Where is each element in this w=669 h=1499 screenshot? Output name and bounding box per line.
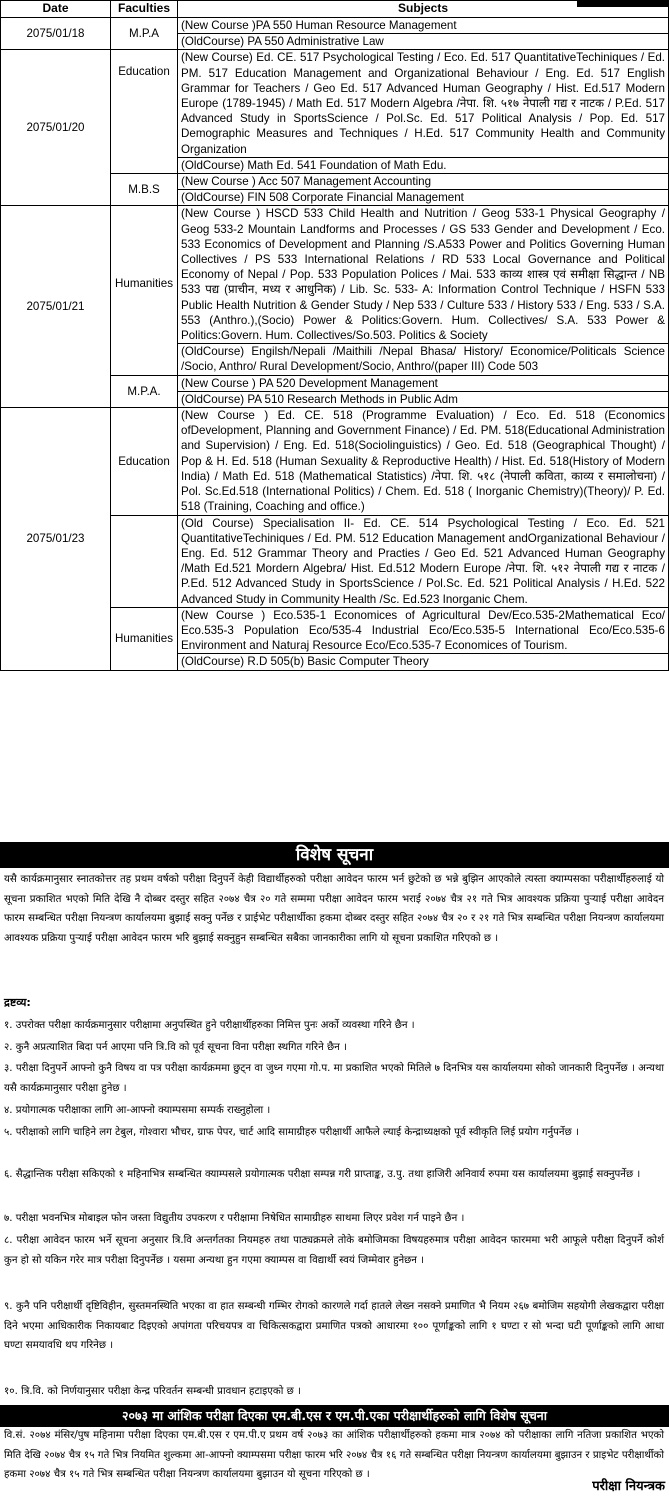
note-item: ७. परीक्षा भवनभित्र मोबाइल फोन जस्ता विद्युतीय उपकरण र परीक्षामा निषेधित सामाग्रीहरु साथमा लिएर प्रवेश गर्न पाइने छैन । <box>4 1213 465 1224</box>
table-header-row <box>1 1 669 18</box>
faculty-cell: Education <box>111 50 178 174</box>
subject-cell: (Old Course) Specialisation II- Ed. CE. 514 Psychological Testing / Eco. Ed. 521 QuantitativeTechiniques / Ed. PM. 512 Education Management andOrganizational Behaviour / Eng. Ed. 512 Grammar Theory and Practies / Geo Ed. 521 Advanced Human Geography /Math Ed.521 Mordern Algebra/ Hist. Ed.512 Modern Europe /नेपा. शि. ५१२ नेपाली गद्य र नाटक / P.Ed. 512 Advanced Study in SportsScience / Pol.Sc. Ed. 521 Political Analysis / H.Ed. 522 Advanced Study in Community Health /Sc. Ed.523 Inorganic Chem. <box>178 515 669 607</box>
partial-notice-title: २०७३ मा आंशिक परीक्षा दिएका एम.बी.एस र एम.पी.एका परीक्षार्थीहरुको लागि विशेष सूचना <box>0 1405 669 1427</box>
table-row <box>1 206 669 344</box>
faculty-cell-empty <box>111 515 178 607</box>
note-item: १. उपरोक्त परीक्षा कार्यक्रमानुसार परीक्षामा अनुपस्थित हुने परीक्षार्थीहरुका निमित्त पुनः अर्को व्यवस्था गरिने छैन । <box>4 1020 415 1031</box>
date-cell: 2075/01/20 <box>1 50 111 206</box>
faculty-cell: Humanities <box>111 206 178 375</box>
special-notice-title: विशेष सूचना <box>0 842 669 868</box>
table-row <box>1 18 669 34</box>
subject-cell: (New Course ) Eco.535-1 Economices of Agricultural Dev/Eco.535-2Mathematical Eco/ Eco.535-3 Population Eco/535-4 Industrial Eco/Eco.535-5 International Eco/Eco.535-6 Environment and Naturaj Resource Eco/Eco.535-7 Economices of Tourism. <box>178 607 669 654</box>
note-item: १०. त्रि.वि. को निर्णयानुसार परीक्षा केन्द्र परिवर्तन सम्बन्धी प्रावधान हटाइएको छ । <box>4 1386 301 1397</box>
subject-cell: (OldCourse) Math Ed. 541 Foundation of Math Edu. <box>178 157 669 173</box>
note-item: ८. परीक्षा आवेदन फारम भर्ने सूचना अनुसार त्रि.वि अन्तर्गतका नियमहरु तथा पाठ्यक्रमले तोके बमोजिमका विषयहरुमात्र परीक्षा आवेदन फारममा भरी आफूले परीक्षा दिनुपर्ने कोर्श कुन हो सो यकिन गरेर मात्र परीक्षा दिनुपर्नेछ । यसमा अन्यथा हुन गएमा क्याम्पस वा विद्यार्थी स्वयं जिम्मेवार हुनेछन । <box>4 1235 664 1266</box>
note-item: ५. परीक्षाको लागि चाहिने लग टेबुल, गोश्वारा भौचर, ग्राफ पेपर, चार्ट आदि सामाग्रीहरु परीक्षार्थी आफैले ल्याई केन्द्राध्यक्षको पूर्व स्वीकृति लिई प्रयोग गर्नुपर्नेछ । <box>4 1127 579 1138</box>
note-item: २. कुनै अप्रत्याशित बिदा पर्न आएमा पनि त्रि.वि को पूर्व सूचना विना परीक्षा स्थगित गरिने छैन । <box>4 1042 347 1053</box>
table-row <box>1 408 669 515</box>
subject-cell: (OldCourse) FIN 508 Corporate Financial Management <box>178 190 669 206</box>
table-row <box>1 50 669 157</box>
subject-cell: (New Course )PA 550 Human Resource Management <box>178 18 669 34</box>
date-cell: 2075/01/18 <box>1 18 111 50</box>
subject-cell: (OldCourse) R.D 505(b) Basic Computer Theory <box>178 654 669 670</box>
special-notice-paragraph: यसै कार्यक्रमानुसार स्नातकोत्तर तह प्रथम वर्षको परीक्षा दिनुपर्ने केही विद्यार्थीहरुको परीक्षा आवेदन फारम भर्न छुटेको छ भन्ने बुझिन आएकोले त्यस्ता क्याम्पसका परीक्षार्थीहरुलाई यो सूचना प्रकाशित भएको मिति देखि नै दोब्बर दस्तुर सहित २०७४ चैत्र २० गते सम्ममा परीक्षा आवेदन फारम भराई २०७४ चैत्र २१ गते भित्र आवश्यक प्रक्रिया पुऱ्याई परीक्षा आवेदन फारम सम्बन्धित परीक्षा नियन्त्रण कार्यालयमा बुझाई सक्नु पर्नेछ र प्राईभेट परीक्षार्थीका हकमा दोब्बर दस्तुर सहित २०७४ चैत्र २० र २१ गते भित्र सम्बन्धित परीक्षा नियन्त्रण कार्यालयमा आवश्यक प्रक्रिया पुऱ्याई परीक्षा आवेदन फारम भरि बुझाई सक्नुहुन सम्बन्धित सबैका जानकारीका लागि यो सूचना प्रकाशित गरिएको छ । <box>4 874 664 944</box>
header-faculties: Faculties <box>111 1 178 18</box>
subject-cell: (OldCourse) PA 510 Research Methods in Public Adm <box>178 391 669 407</box>
signature-exam-controller: परीक्षा नियन्त्रक <box>592 1479 665 1494</box>
subject-cell: (New Course ) Ed. CE. 518 (Programme Evaluation) / Eco. Ed. 518 (Economics ofDevelopment, Planning and Government Finance) / Ed. PM. 518(Educational Administration and Supervision) / Eng. Ed. 518(Sociolinguistics) / Geo. Ed. 518 (Geographical Thought) / Pop & H. Ed. 518 (Human Sexuality & Reproductive Health) / Hist. Ed. 518(History of Modern India) / Math Ed. 518 (Mathematical Statistics) /नेपा. शि. ५१८ (नेपाली कविता, काव्य र समालोचना) / Pol. Sc.Ed.518 (International Politics) / Chem. Ed. 518 ( Inorganic Chemistry)(Theory)/ P. Ed. 518 (Training, Coaching and office.) <box>178 408 669 515</box>
faculty-cell: M.P.A <box>111 18 178 50</box>
subject-cell: (New Course ) HSCD 533 Child Health and Nutrition / Geog 533-1 Physical Geography / Geog 533-2 Mountain Landforms and Processes / GS 533 Gender and Development / Eco. 533 Economics of Development and Planning /S.A533 Power and Politics Governing Human Collectives / PS 533 International Relations / RD 533 Local Governance and Political Economy of Nepal / Pop. 533 Population Polices / Mai. 533 काव्य शास्त्र एवं समीक्षा सिद्धान्त / NB 533 पद्य (प्राचीन, मध्य र आधुनिक) / Lib. Sc. 533- A: Information Control Technique / HSFN 533 Public Health Nutrition & Gender Study / Nep 533 / Culture 533 / History 533 / Eng. 533 / S.A. 553 (Anthro.),(Socio) Power & Politics:Govern. Hum. Collectives/ S.A. 533 Power & Politics:Govern. Hum. Collectives/So.503. Politics & Society <box>178 206 669 344</box>
header-subjects: Subjects <box>178 1 669 18</box>
subject-cell: (New Course ) PA 520 Development Management <box>178 375 669 391</box>
faculty-cell: M.B.S <box>111 174 178 206</box>
note-item: ९. कुनै पनि परीक्षार्थी दृष्टिविहीन, सुस्तमनस्थिति भएका वा हात सम्बन्धी गम्भिर रोगको कारणले गर्दा हातले लेख्न नसक्ने प्रमाणित भै नियम २६७ बमोजिम सहयोगी लेखकद्वारा परीक्षा दिने भएमा आधिकारीक निकायबाट दिइएको अपांगता परिचयपत्र वा चिकित्सकद्वारा प्रमाणित पत्रको आधारमा १०० पूर्णाङ्कको लागि १ घण्टा र सो भन्दा घटी पूर्णाङ्कको लागि आधा घण्टा समयावधि थप गरिनेछ । <box>4 1301 664 1351</box>
notes-heading: द्रष्टव्य: <box>4 996 31 1009</box>
date-cell: 2075/01/21 <box>1 206 111 408</box>
subject-cell: (OldCourse) PA 550 Administrative Law <box>178 34 669 50</box>
subject-cell: (New Course) Ed. CE. 517 Psychological Testing / Eco. Ed. 517 QuantitativeTechiniques / Ed. PM. 517 Education Management and Organizational Behaviour / Eng. Ed. 517 English Grammar for Teachers / Geo Ed. 517 Advanced Human Geography / Hist. Ed.517 Modern Europe (1789-1945) / Math Ed. 517 Modern Algebra /नेपा. शि. ५१७ नेपाली गद्य र नाटक / P.Ed. 517 Advanced Study in SportsScience / Pol.Sc. Ed. 517 Political Analysis / Pop. Ed. 517 Demographic Measures and Techniques / H.Ed. 517 Community Health and Community Organization <box>178 50 669 157</box>
subject-cell: (New Course ) Acc 507 Management Accounting <box>178 174 669 190</box>
note-item: ४. प्रयोगात्मक परीक्षाका लागि आ-आफ्नो क्याम्पसमा सम्पर्क राख्नुहोला । <box>4 1105 271 1116</box>
subject-cell: (OldCourse) Engilsh/Nepali /Maithili /Nepal Bhasa/ History/ Economice/Politicals Science /Socio, Anthro/ Rural Development/Socio, Anthro/(paper III) Code 503 <box>178 344 669 375</box>
exam-schedule-table <box>0 0 669 671</box>
note-item: ६. सैद्धान्तिक परीक्षा सकिएको १ महिनाभित्र सम्बन्धित क्याम्पसले प्रयोगात्मक परीक्षा सम्पन्न गरी प्राप्ताङ्क, उ.पु. तथा हाजिरी अनिवार्य रुपमा यस कार्यालयमा बुझाई सक्नुपर्नेछ । <box>4 1169 641 1180</box>
header-date: Date <box>1 1 111 18</box>
note-item: ३. परीक्षा दिनुपर्ने आफ्नो कुनै विषय वा पत्र परीक्षा कार्यक्रममा छुट्न वा जुध्न गएमा गो.प. मा प्रकाशित भएको मितिले ७ दिनभित्र यस कार्यालयमा सोको जानकारी दिनुपर्नेछ । अन्यथा यसै कार्यक्रमानुसार परीक्षा हुनेछ । <box>4 1063 664 1094</box>
partial-notice-paragraph: वि.सं. २०७४ मंसिर/पुष महिनामा परीक्षा दिएका एम.बी.एस र एम.पी.ए प्रथम वर्ष २०७३ का आंशिक परीक्षार्थीहरुको हकमा मात्र २०७४ को परीक्षाका लागि नतिजा प्रकाशित भएको मिति देखि २०७४ चैत्र १५ गते भित्र नियमित शुल्कमा आ-आफ्नो क्याम्पसमा परीक्षा फारम भरि २०७४ चैत्र १६ गते सम्बन्धित परीक्षा नियन्त्रण कार्यालयमा बुझाउन र प्राइभेट परीक्षार्थीको हकमा २०७४ चैत्र १५ गते भित्र सम्बन्धित परीक्षा नियन्त्रण कार्यालयमा बुझाउन यो सूचना गरिएको छ । <box>4 1430 664 1480</box>
faculty-cell: M.P.A. <box>111 375 178 407</box>
faculty-cell: Humanities <box>111 607 178 670</box>
date-cell: 2075/01/23 <box>1 408 111 670</box>
faculty-cell: Education <box>111 408 178 515</box>
